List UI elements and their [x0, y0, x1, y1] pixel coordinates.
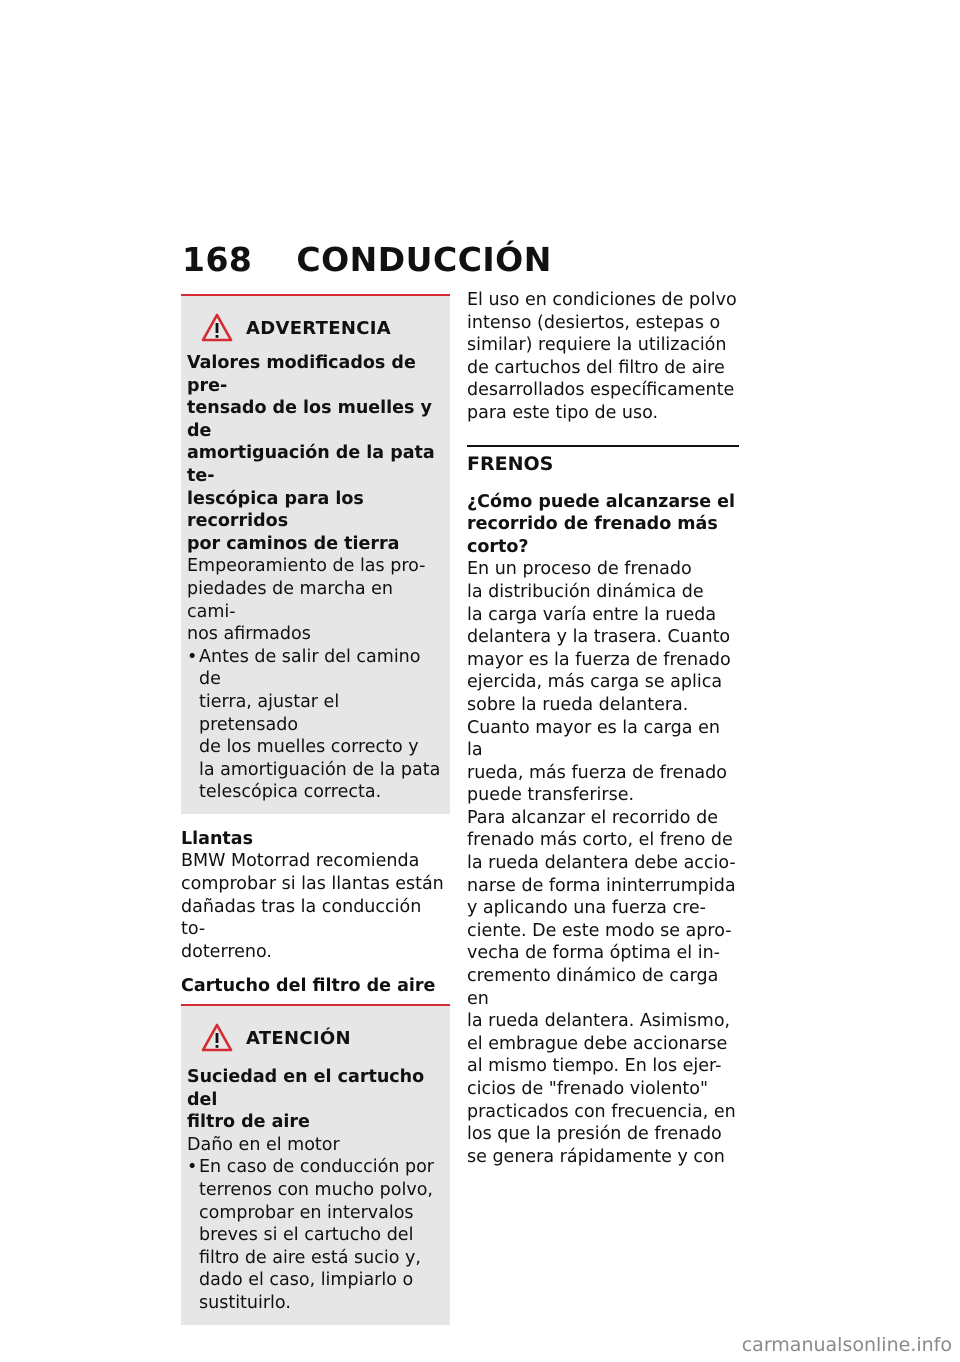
text-line: Para alcanzar el recorrido de — [467, 807, 718, 828]
llantas-text — [181, 850, 450, 963]
watermark: carmanualsonline.info — [741, 1334, 952, 1356]
text-line: y aplicando una fuerza cre- — [467, 898, 706, 919]
text-line: la distribución dinámica de — [467, 581, 704, 602]
warning-box — [181, 294, 450, 814]
attention-bold-text — [187, 1066, 442, 1134]
text-line: BMW Motorrad recomienda — [181, 851, 420, 872]
text-line: cremento dinámico de carga en — [467, 966, 719, 1009]
text-line: rueda, más fuerza de frenado — [467, 762, 727, 783]
intro-paragraph — [467, 289, 739, 425]
text-line: doterreno. — [181, 941, 272, 962]
bullet-line: dado el caso, limpiarlo o — [199, 1270, 414, 1291]
cartucho-heading: Cartucho del filtro de aire — [181, 976, 436, 997]
text-line: los que la presión de frenado — [467, 1124, 722, 1145]
text-line: ejercida, más carga se aplica — [467, 672, 723, 693]
warning-triangle-icon — [201, 312, 233, 344]
text-line: El uso en condiciones de polvo — [467, 290, 737, 310]
attention-consequence — [187, 1134, 442, 1157]
text-line: vecha de forma óptima el in- — [467, 943, 720, 964]
bullet-line: filtro de aire está sucio y, — [199, 1247, 421, 1268]
bullet-line: terrenos con mucho polvo, — [199, 1180, 433, 1200]
attention-title: ATENCIÓN — [246, 1027, 351, 1049]
page-header — [182, 240, 552, 279]
bullet-dot-icon: • — [187, 646, 198, 667]
text-line: recorrido de frenado más — [467, 514, 718, 535]
warning-title: ADVERTENCIA — [246, 317, 391, 339]
text-line: puede transferirse. — [467, 785, 635, 806]
text-line: filtro de aire — [187, 1112, 310, 1133]
bullet-line: telescópica correcta. — [199, 782, 382, 803]
frenos-question — [467, 491, 739, 559]
text-line: Empeoramiento de las pro- — [187, 556, 426, 577]
attention-box — [181, 1004, 450, 1325]
bullet-line: comprobar en intervalos — [199, 1202, 414, 1223]
warning-header — [201, 310, 442, 346]
text-line: frenado más corto, el freno de — [467, 830, 733, 851]
text-line: desarrollados específicamente — [467, 380, 735, 401]
text-line: amortiguación de la pata te- — [187, 443, 435, 486]
bullet-line: • Antes de salir del camino de — [187, 646, 421, 690]
warning-bold-text — [187, 352, 442, 555]
text-line: practicados con frecuencia, en — [467, 1101, 736, 1122]
warning-consequence — [187, 555, 442, 645]
bullet-line: sustituirlo. — [199, 1292, 291, 1313]
llantas-heading: Llantas — [181, 828, 254, 849]
text-line: cicios de "frenado violento" — [467, 1079, 709, 1099]
text-line: Daño en el motor — [187, 1134, 340, 1155]
text-line: narse de forma ininterrumpida — [467, 875, 736, 896]
text-line: corto? — [467, 536, 529, 557]
text-line: sobre la rueda delantera. — [467, 694, 689, 715]
frenos-paragraph-2 — [467, 807, 739, 1169]
bullet-line: breves si el cartucho del — [199, 1225, 414, 1246]
text-line: piedades de marcha en cami- — [187, 578, 394, 622]
text-line: el embrague debe accionarse — [467, 1033, 728, 1054]
page-number: 168 — [182, 240, 253, 279]
warning-bullet — [187, 646, 442, 804]
text-line: ¿Cómo puede alcanzarse el — [467, 491, 736, 512]
chapter-title: CONDUCCIÓN — [296, 240, 552, 279]
frenos-paragraph-1 — [467, 558, 739, 807]
warning-triangle-icon — [201, 1022, 233, 1054]
text-line: Valores modificados de pre- — [187, 353, 416, 396]
text-line: mayor es la fuerza de frenado — [467, 649, 731, 670]
bullet-dot-icon: • — [187, 1157, 198, 1178]
left-column — [181, 294, 450, 1325]
text-line: la rueda delantera. Asimismo, — [467, 1011, 731, 1032]
text-line: comprobar si las llantas están — [181, 874, 444, 895]
bullet-line: la amortiguación de la pata — [199, 759, 441, 780]
text-line: nos afirmados — [187, 624, 311, 645]
bullet-line: tierra, ajustar el pretensado — [199, 691, 340, 735]
text-line: dañadas tras la conducción to- — [181, 896, 422, 940]
text-line: intenso (desiertos, estepas o — [467, 312, 721, 333]
text-line: similar) requiere la utilización — [467, 335, 727, 356]
text-line: delantera y la trasera. Cuanto — [467, 627, 731, 648]
text-line: al mismo tiempo. En los ejer- — [467, 1056, 722, 1077]
text-line: En un proceso de frenado — [467, 559, 692, 580]
text-line: lescópica para los recorridos — [187, 488, 364, 532]
bullet-line: de los muelles correcto y — [199, 737, 419, 758]
attention-header — [201, 1020, 442, 1056]
bullet-line: • En caso de conducción por — [187, 1157, 434, 1178]
text-line: tensado de los muelles y de — [187, 398, 432, 441]
text-line: Cuanto mayor es la carga en la — [467, 717, 720, 761]
text-line: la carga varía entre la rueda — [467, 604, 717, 625]
right-column — [467, 289, 739, 1168]
text-line: de cartuchos del filtro de aire — [467, 357, 725, 378]
text-line: por caminos de tierra — [187, 533, 400, 554]
frenos-section-title: FRENOS — [467, 445, 739, 477]
text-line: ciente. De este modo se apro- — [467, 920, 732, 941]
text-line: la rueda delantera debe accio- — [467, 853, 736, 874]
text-line: se genera rápidamente y con — [467, 1146, 725, 1167]
text-line: para este tipo de uso. — [467, 402, 659, 423]
text-line: Suciedad en el cartucho del — [187, 1067, 425, 1110]
attention-bullet — [187, 1156, 442, 1314]
